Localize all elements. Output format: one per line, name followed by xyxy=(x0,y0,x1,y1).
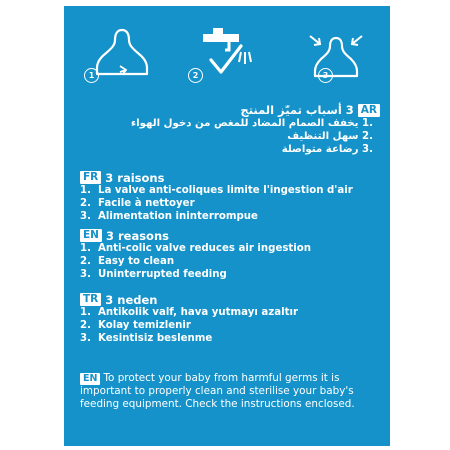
list-item: رضاعة متواصلة 3. xyxy=(281,143,373,155)
faucet-check-icon xyxy=(189,26,269,86)
english-title: 3 reasons xyxy=(105,228,169,243)
turkish-list xyxy=(80,307,380,345)
list-item: 2. Facile à nettoyer xyxy=(80,197,195,209)
lang-badge-ar: AR xyxy=(358,104,380,117)
french-section xyxy=(80,170,380,223)
english-section xyxy=(80,228,380,281)
french-heading xyxy=(80,170,380,185)
icon-number: 1 xyxy=(84,68,99,83)
note-text: To protect your baby from harmful germs it is important to properly clean and sterilise your baby's feeding equipment. Check the instructions enclosed. xyxy=(80,372,355,411)
turkish-section xyxy=(80,292,380,345)
lang-badge-tr: TR xyxy=(80,293,101,306)
arabic-list xyxy=(80,118,380,156)
english-heading xyxy=(80,228,380,243)
turkish-title: 3 neden xyxy=(105,292,158,307)
french-list xyxy=(80,185,380,223)
list-item: 1. Anti-colic valve reduces air ingestion xyxy=(80,243,312,254)
hygiene-note xyxy=(80,372,376,412)
list-item: 2. Kolay temizlenir xyxy=(80,319,191,331)
list-item: 2. Easy to clean xyxy=(80,255,175,267)
turkish-heading xyxy=(80,292,380,307)
icon-number: 2 xyxy=(188,68,203,83)
list-item: 3. Alimentation ininterrompue xyxy=(80,210,258,222)
arabic-heading xyxy=(80,102,380,118)
lang-badge-note: EN xyxy=(80,373,100,385)
french-title: 3 raisons xyxy=(105,170,165,185)
valve-teat-icon xyxy=(82,26,162,86)
list-item: 3. Uninterrupted feeding xyxy=(80,268,227,280)
lang-badge-en: EN xyxy=(80,229,102,242)
english-list xyxy=(80,243,380,281)
list-item: 3. Kesintisiz beslenme xyxy=(80,332,213,344)
list-item: 1. Antikolik valf, hava yutmayı azaltır xyxy=(80,307,298,318)
arabic-section xyxy=(80,102,380,156)
teat-squeeze-icon xyxy=(296,26,376,86)
icon-number: 3 xyxy=(318,68,333,83)
list-item: 1. La valve anti-coliques limite l'ingestion d'air xyxy=(80,185,353,196)
arabic-title: 3 أسباب تميّز المنتج xyxy=(240,103,354,117)
list-item: يخفف الصمام المضاد للمغص من دخول الهواء 1. xyxy=(130,118,373,129)
lang-badge-fr: FR xyxy=(80,171,101,184)
icon-row xyxy=(64,6,390,96)
list-item: سهل التنظيف 2. xyxy=(287,130,373,142)
instruction-card xyxy=(64,6,390,446)
